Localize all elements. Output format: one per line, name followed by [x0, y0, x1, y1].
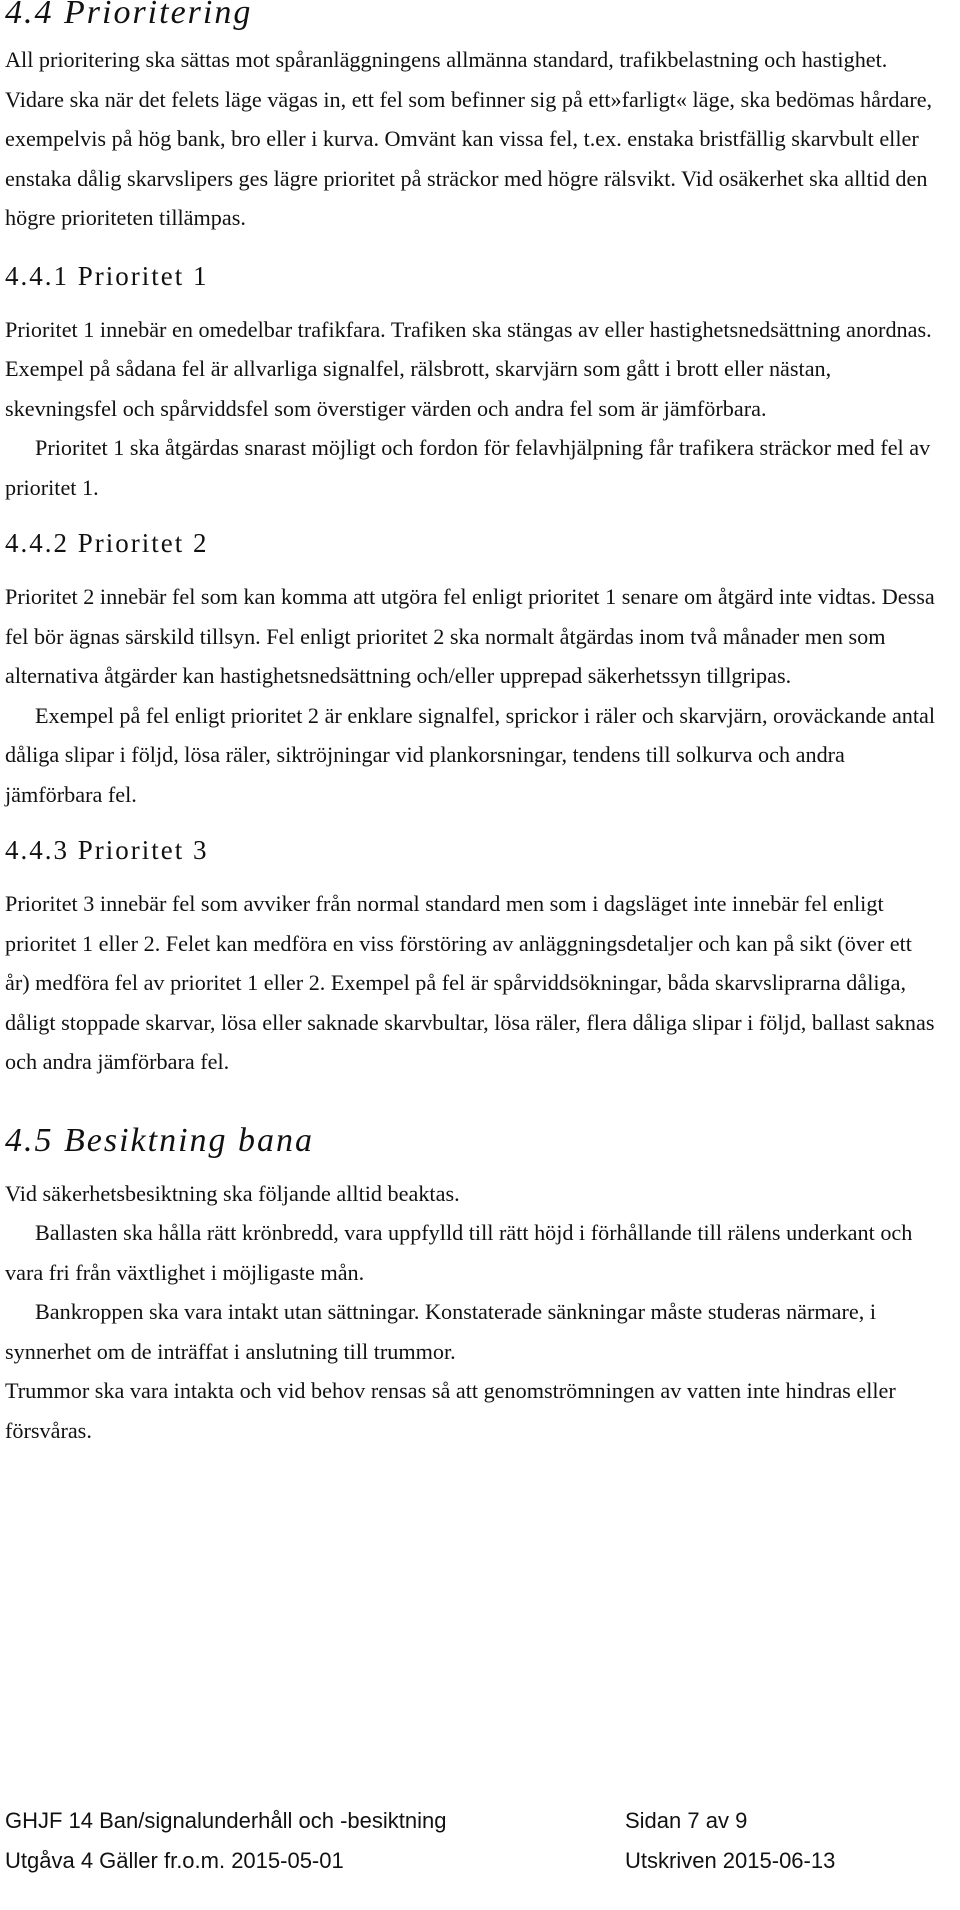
footer-page-number: Sidan 7 av 9 — [625, 1808, 748, 1833]
footer-doc-title: GHJF 14 Ban/signalunderhåll och -besiktning — [5, 1808, 447, 1833]
subsection-heading-4-4-2: 4.4.2 Prioritet 2 — [5, 528, 209, 558]
paragraph-4-4-1-p1: Prioritet 1 innebär en omedelbar trafikfara. Trafiken ska stängas av eller hastighetsnedsättning anordnas. Exempel på sådana fel är allvarliga signalfel, rälsbrott, skarvjärn som gått i brott eller nästan, skevningsfel och spårviddsfel som överstiger värden och andra fel som är jämförbara. — [5, 316, 932, 421]
paragraph-4-5-p1: Vid säkerhetsbesiktning ska följande alltid beaktas. — [5, 1180, 460, 1206]
paragraph-4-4-3-p1: Prioritet 3 innebär fel som avviker från normal standard men som i dagsläget inte innebär fel enligt prioritet 1 eller 2. Felet kan medföra en viss förstöring av anläggningsdetaljer och kan på sikt (över ett år) medföra fel av prioritet 1 eller 2. Exempel på fel är spårviddsökningar, båda skarvsliprarna dåliga, dåligt stoppade skarvar, lösa eller saknade skarvbultar, lösa räler, flera dåliga slipar i följd, ballast saknas och andra jämförbara fel. — [5, 891, 935, 1074]
paragraph-4-4-intro: All prioritering ska sättas mot spåranläggningens allmänna standard, trafikbelastning och hastighet. Vidare ska när det felets läge vägas in, ett fel som befinner sig på ett»farligt« läge, ska bedömas hårdare, exempelvis på hög bank, bro eller i kurva. Omvänt kan vissa fel, t.ex. enstaka bristfällig skarvbult eller enstaka dålig skarvslipers ges lägre prioritet på sträckor med högre rälsvikt. Vid osäkerhet ska alltid den högre prioriteten tillämpas. — [5, 47, 933, 230]
section-heading-4-5: 4.5 Besiktning bana — [5, 1121, 315, 1159]
subsection-heading-4-4-1: 4.4.1 Prioritet 1 — [5, 260, 209, 291]
paragraph-4-4-1-p2: Prioritet 1 ska åtgärdas snarast möjligt och fordon för felavhjälpning får trafikera sträckor med fel av prioritet 1. — [5, 435, 931, 500]
paragraph-4-5-p3: Bankroppen ska vara intakt utan sättningar. Konstaterade sänkningar måste studeras närmare, i synnerhet om de inträffat i anslutning till trummor. — [5, 1299, 877, 1364]
section-heading-4-4: 4.4 Prioritering — [5, 0, 253, 31]
paragraph-4-4-2-p1: Prioritet 2 innebär fel som kan komma att utgöra fel enligt prioritet 1 senare om åtgärd inte vidtas. Dessa fel bör ägnas särskild tillsyn. Fel enligt prioritet 2 ska normalt åtgärdas inom två månader men som alternativa åtgärder kan hastighetsnedsättning och/eller upprepad säkerhetssyn tillgripas. — [5, 584, 935, 688]
page-footer — [5, 1806, 910, 1876]
footer-edition: Utgåva 4 Gäller fr.o.m. 2015-05-01 — [5, 1848, 344, 1873]
paragraph-4-5-p4: Trummor ska vara intakta och vid behov rensas så att genomströmningen av vatten inte hindras eller försvåras. — [5, 1378, 896, 1443]
subsection-heading-4-4-3: 4.4.3 Prioritet 3 — [5, 835, 209, 865]
paragraph-4-4-2-p2: Exempel på fel enligt prioritet 2 är enklare signalfel, sprickor i räler och skarvjärn, oroväckande antal dåliga slipar i följd, lösa räler, siktröjningar vid plankorsningar, tendens till solkurva och andra jämförbara fel. — [5, 702, 936, 807]
paragraph-4-5-p2: Ballasten ska hålla rätt krönbredd, vara uppfylld till rätt höjd i förhållande till rälens underkant och vara fri från växtlighet i möjligaste mån. — [5, 1220, 913, 1285]
footer-printed-date: Utskriven 2015-06-13 — [625, 1848, 836, 1873]
document-page — [5, 0, 940, 1450]
